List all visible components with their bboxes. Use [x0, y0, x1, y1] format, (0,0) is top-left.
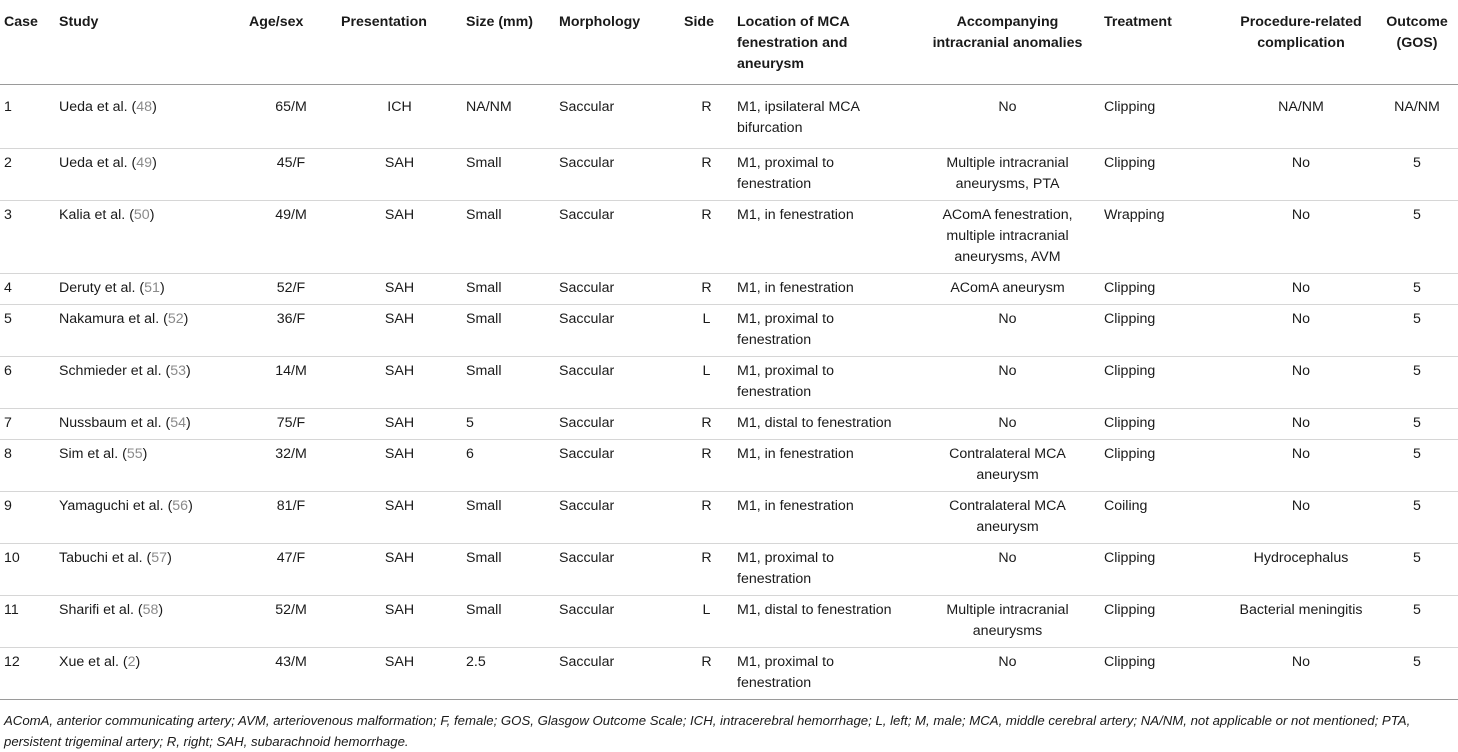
cell-side: R: [680, 440, 733, 492]
cell-morphology: Saccular: [555, 409, 680, 440]
table-row: [0, 544, 1458, 596]
table-row: [0, 440, 1458, 492]
reference-link[interactable]: 54: [170, 415, 186, 431]
cell-complication: Bacterial meningitis: [1226, 596, 1376, 648]
cell-anomalies: No: [915, 544, 1100, 596]
header-row: [0, 0, 1458, 85]
cell-side: R: [680, 409, 733, 440]
table-row: [0, 149, 1458, 201]
cell-location: M1, proximal to fenestration: [733, 544, 915, 596]
cell-outcome: NA/NM: [1376, 85, 1458, 149]
cell-location: M1, ipsilateral MCA bifurcation: [733, 85, 915, 149]
cell-outcome: 5: [1376, 305, 1458, 357]
cell-treatment: Clipping: [1100, 544, 1226, 596]
cell-anomalies: Contralateral MCA aneurysm: [915, 440, 1100, 492]
header-study: Study: [55, 0, 245, 85]
cell-size: NA/NM: [462, 85, 555, 149]
cell-location: M1, proximal to fenestration: [733, 305, 915, 357]
table-row: [0, 274, 1458, 305]
study-close-paren: ): [185, 415, 191, 431]
cell-case: 6: [0, 357, 55, 409]
cell-outcome: 5: [1376, 409, 1458, 440]
cell-anomalies: AComA aneurysm: [915, 274, 1100, 305]
cell-side: R: [680, 149, 733, 201]
reference-link[interactable]: 57: [151, 550, 168, 566]
cell-complication: No: [1226, 648, 1376, 700]
cell-case: 8: [0, 440, 55, 492]
cell-side: R: [680, 544, 733, 596]
reference-link[interactable]: 50: [133, 207, 150, 223]
cell-agesex: 47/F: [245, 544, 337, 596]
cell-side: L: [680, 357, 733, 409]
cell-side: R: [680, 648, 733, 700]
cell-size: Small: [462, 274, 555, 305]
cell-complication: No: [1226, 274, 1376, 305]
cell-location: M1, distal to fenestration: [733, 596, 915, 648]
reference-link[interactable]: 56: [172, 498, 189, 514]
cell-location: M1, in fenestration: [733, 440, 915, 492]
table-row: [0, 492, 1458, 544]
cell-case: 10: [0, 544, 55, 596]
study-name: Schmieder et al. (: [59, 363, 171, 379]
cell-presentation: SAH: [337, 492, 462, 544]
study-name: Xue et al. (: [59, 654, 128, 670]
header-treatment: Treatment: [1100, 0, 1226, 85]
cell-complication: No: [1226, 440, 1376, 492]
cell-complication: No: [1226, 305, 1376, 357]
cell-case: 9: [0, 492, 55, 544]
cell-presentation: SAH: [337, 596, 462, 648]
cell-morphology: Saccular: [555, 357, 680, 409]
cell-case: 7: [0, 409, 55, 440]
cell-complication: No: [1226, 201, 1376, 274]
cell-anomalies: Multiple intracranial aneurysms: [915, 596, 1100, 648]
cell-agesex: 49/M: [245, 201, 337, 274]
cell-outcome: 5: [1376, 492, 1458, 544]
cell-treatment: Clipping: [1100, 274, 1226, 305]
reference-link[interactable]: 49: [136, 155, 153, 171]
header-complication: Procedure-related complication: [1226, 0, 1376, 85]
study-name: Sim et al. (: [59, 446, 127, 462]
study-close-paren: ): [159, 280, 165, 296]
cell-anomalies: AComA fenestration, multiple intracranial aneurysms, AVM: [915, 201, 1100, 274]
cell-treatment: Clipping: [1100, 440, 1226, 492]
cell-study: [55, 596, 245, 648]
cell-size: Small: [462, 596, 555, 648]
table-row: [0, 357, 1458, 409]
cell-anomalies: No: [915, 85, 1100, 149]
reference-link[interactable]: 48: [136, 99, 153, 115]
cell-study: [55, 409, 245, 440]
cell-side: R: [680, 85, 733, 149]
cell-location: M1, distal to fenestration: [733, 409, 915, 440]
study-name: Deruty et al. (: [59, 280, 145, 296]
cell-morphology: Saccular: [555, 596, 680, 648]
header-agesex: Age/sex: [245, 0, 337, 85]
study-close-paren: ): [158, 602, 164, 618]
header-side: Side: [680, 0, 733, 85]
header-anomalies: Accompanying intracranial anomalies: [915, 0, 1100, 85]
table-footnote: AComA, anterior communicating artery; AVM, arteriovenous malformation; F, female; GOS, Glasgow Outcome Scale; ICH, intracerebral hemorrhage; L, left; M, male; MCA, middle cerebral artery; NA/NM, not applicable or not mentioned; PTA, persistent trigeminal artery; R, right; SAH, subarachnoid hemorrhage.: [0, 699, 1458, 752]
cell-outcome: 5: [1376, 149, 1458, 201]
reference-link[interactable]: 58: [142, 602, 159, 618]
cell-treatment: Clipping: [1100, 85, 1226, 149]
cell-complication: No: [1226, 149, 1376, 201]
reference-link[interactable]: 53: [170, 363, 186, 379]
table-row: [0, 201, 1458, 274]
cell-study: [55, 201, 245, 274]
study-name: Nakamura et al. (: [59, 311, 168, 327]
cell-presentation: SAH: [337, 544, 462, 596]
header-outcome: Outcome (GOS): [1376, 0, 1458, 85]
cell-case: 5: [0, 305, 55, 357]
study-close-paren: ): [188, 498, 193, 514]
cell-outcome: 5: [1376, 201, 1458, 274]
cell-anomalies: No: [915, 357, 1100, 409]
cell-anomalies: No: [915, 409, 1100, 440]
study-close-paren: ): [167, 550, 172, 566]
cell-treatment: Clipping: [1100, 648, 1226, 700]
cell-study: [55, 357, 245, 409]
cell-location: M1, in fenestration: [733, 274, 915, 305]
cell-study: [55, 440, 245, 492]
cell-study: [55, 274, 245, 305]
study-name: Kalia et al. (: [59, 207, 134, 223]
cell-location: M1, proximal to fenestration: [733, 357, 915, 409]
cell-size: 5: [462, 409, 555, 440]
cell-case: 3: [0, 201, 55, 274]
cell-presentation: SAH: [337, 305, 462, 357]
study-close-paren: ): [152, 99, 157, 115]
study-close-paren: ): [149, 207, 155, 223]
cell-treatment: Clipping: [1100, 149, 1226, 201]
cell-size: Small: [462, 357, 555, 409]
cell-agesex: 52/M: [245, 596, 337, 648]
cell-case: 1: [0, 85, 55, 149]
cell-complication: No: [1226, 409, 1376, 440]
header-presentation: Presentation: [337, 0, 462, 85]
cell-morphology: Saccular: [555, 85, 680, 149]
reference-link[interactable]: 52: [167, 311, 184, 327]
cell-presentation: SAH: [337, 274, 462, 305]
cell-treatment: Clipping: [1100, 596, 1226, 648]
cell-morphology: Saccular: [555, 492, 680, 544]
cell-location: M1, in fenestration: [733, 201, 915, 274]
cell-size: Small: [462, 201, 555, 274]
cell-outcome: 5: [1376, 440, 1458, 492]
cell-agesex: 45/F: [245, 149, 337, 201]
cell-anomalies: Multiple intracranial aneurysms, PTA: [915, 149, 1100, 201]
cell-complication: NA/NM: [1226, 85, 1376, 149]
cell-complication: No: [1226, 492, 1376, 544]
cell-case: 2: [0, 149, 55, 201]
cell-case: 12: [0, 648, 55, 700]
cell-morphology: Saccular: [555, 274, 680, 305]
cell-outcome: 5: [1376, 596, 1458, 648]
cell-anomalies: No: [915, 648, 1100, 700]
cell-study: [55, 149, 245, 201]
study-name: Sharifi et al. (: [59, 602, 143, 618]
cell-size: Small: [462, 544, 555, 596]
cell-treatment: Wrapping: [1100, 201, 1226, 274]
cell-morphology: Saccular: [555, 149, 680, 201]
cell-side: R: [680, 201, 733, 274]
cell-agesex: 65/M: [245, 85, 337, 149]
study-close-paren: ): [185, 363, 191, 379]
reference-link[interactable]: 55: [126, 446, 143, 462]
cell-treatment: Coiling: [1100, 492, 1226, 544]
cell-size: Small: [462, 149, 555, 201]
study-close-paren: ): [152, 155, 157, 171]
cell-case: 11: [0, 596, 55, 648]
cell-side: L: [680, 305, 733, 357]
cell-study: [55, 544, 245, 596]
cell-morphology: Saccular: [555, 305, 680, 357]
cell-size: Small: [462, 305, 555, 357]
header-size: Size (mm): [462, 0, 555, 85]
table-row: [0, 409, 1458, 440]
cell-presentation: ICH: [337, 85, 462, 149]
header-morphology: Morphology: [555, 0, 680, 85]
cell-location: M1, proximal to fenestration: [733, 648, 915, 700]
header-location: Location of MCA fenestration and aneurysm: [733, 0, 915, 85]
cell-study: [55, 648, 245, 700]
cell-size: 6: [462, 440, 555, 492]
cell-location: M1, in fenestration: [733, 492, 915, 544]
cell-size: Small: [462, 492, 555, 544]
table-row: [0, 648, 1458, 700]
cell-anomalies: Contralateral MCA aneurysm: [915, 492, 1100, 544]
study-name: Ueda et al. (: [59, 99, 137, 115]
cell-treatment: Clipping: [1100, 357, 1226, 409]
cell-morphology: Saccular: [555, 544, 680, 596]
study-close-paren: ): [135, 654, 141, 670]
cell-agesex: 32/M: [245, 440, 337, 492]
cell-morphology: Saccular: [555, 440, 680, 492]
cell-agesex: 52/F: [245, 274, 337, 305]
cell-outcome: 5: [1376, 357, 1458, 409]
cell-treatment: Clipping: [1100, 305, 1226, 357]
table-body: [0, 85, 1458, 700]
cell-side: R: [680, 492, 733, 544]
cell-treatment: Clipping: [1100, 409, 1226, 440]
table-row: [0, 596, 1458, 648]
cell-agesex: 14/M: [245, 357, 337, 409]
cell-presentation: SAH: [337, 201, 462, 274]
cell-presentation: SAH: [337, 149, 462, 201]
study-close-paren: ): [142, 446, 148, 462]
study-name: Nussbaum et al. (: [59, 415, 171, 431]
cell-outcome: 5: [1376, 648, 1458, 700]
cell-complication: Hydrocephalus: [1226, 544, 1376, 596]
header-case: Case: [0, 0, 55, 85]
cell-presentation: SAH: [337, 409, 462, 440]
reference-link[interactable]: 2: [127, 654, 136, 670]
cell-study: [55, 305, 245, 357]
cell-outcome: 5: [1376, 274, 1458, 305]
cell-outcome: 5: [1376, 544, 1458, 596]
cell-side: R: [680, 274, 733, 305]
cell-study: [55, 492, 245, 544]
cell-agesex: 75/F: [245, 409, 337, 440]
cell-agesex: 43/M: [245, 648, 337, 700]
cell-study: [55, 85, 245, 149]
study-name: Yamaguchi et al. (: [59, 498, 173, 514]
study-name: Ueda et al. (: [59, 155, 137, 171]
cell-side: L: [680, 596, 733, 648]
cell-presentation: SAH: [337, 357, 462, 409]
cell-agesex: 81/F: [245, 492, 337, 544]
cell-presentation: SAH: [337, 440, 462, 492]
cell-location: M1, proximal to fenestration: [733, 149, 915, 201]
cell-presentation: SAH: [337, 648, 462, 700]
cell-morphology: Saccular: [555, 648, 680, 700]
cell-anomalies: No: [915, 305, 1100, 357]
study-close-paren: ): [183, 311, 189, 327]
cell-morphology: Saccular: [555, 201, 680, 274]
cell-complication: No: [1226, 357, 1376, 409]
cell-case: 4: [0, 274, 55, 305]
table-row: [0, 85, 1458, 149]
cell-size: 2.5: [462, 648, 555, 700]
table-row: [0, 305, 1458, 357]
cell-agesex: 36/F: [245, 305, 337, 357]
reference-link[interactable]: 51: [144, 280, 160, 296]
study-name: Tabuchi et al. (: [59, 550, 152, 566]
